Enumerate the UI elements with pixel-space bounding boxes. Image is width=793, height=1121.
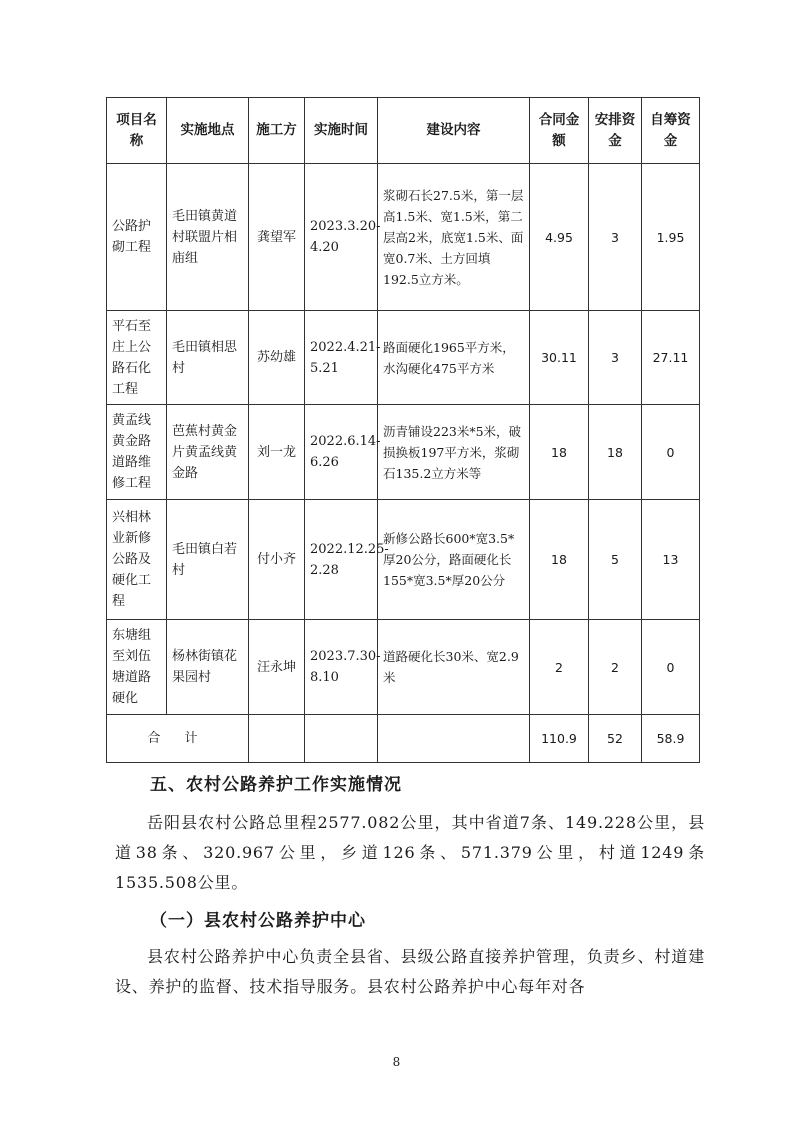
table-header-row: [107, 98, 700, 164]
header-time: 实施时间: [305, 98, 378, 164]
cell-contractor: 刘一龙: [249, 405, 305, 500]
paragraph-maintenance-center: 县农村公路养护中心负责全县省、县级公路直接养护管理，负责乡、村道建设、养护的监督、技术指导服务。县农村公路养护中心每年对各: [115, 947, 705, 996]
paragraph-road-mileage: 岳阳县农村公路总里程2577.082公里，其中省道7条、149.228公里，县道38条、320.967公里，乡道126条、571.379公里，村道1249条1535.508公里。: [115, 813, 705, 892]
cell-contractor: 付小齐: [249, 500, 305, 620]
cell-contract: 2: [530, 620, 589, 715]
cell-time: 2023.7.30-8.10: [305, 620, 378, 715]
header-location: 实施地点: [167, 98, 249, 164]
cell-arranged: 3: [589, 164, 642, 311]
cell-contractor: 龚望军: [249, 164, 305, 311]
cell-arranged: 18: [589, 405, 642, 500]
table-row: [107, 311, 700, 405]
section-heading: 五、农村公路养护工作实施情况: [150, 775, 402, 795]
header-content: 建设内容: [378, 98, 530, 164]
cell-contract: 18: [530, 405, 589, 500]
cell-location: 芭蕉村黄金片黄孟线黄金路: [167, 405, 249, 500]
total-self: 58.9: [642, 715, 700, 763]
cell-time: 2022.4.21-5.21: [305, 311, 378, 405]
cell-content: 新修公路长600*宽3.5*厚20公分，路面硬化长155*宽3.5*厚20公分: [378, 500, 530, 620]
cell-name: 公路护砌工程: [107, 164, 167, 311]
cell-contract: 4.95: [530, 164, 589, 311]
sub-heading: （一）县农村公路养护中心: [150, 911, 366, 931]
header-arranged: 安排资金: [589, 98, 642, 164]
cell-contract: 30.11: [530, 311, 589, 405]
table-row: [107, 164, 700, 311]
cell-location: 杨林街镇花果园村: [167, 620, 249, 715]
total-empty-cell: [378, 715, 530, 763]
header-contract: 合同金额: [530, 98, 589, 164]
cell-content: 沥青铺设223米*5米，破损换板197平方米，浆砌石135.2立方米等: [378, 405, 530, 500]
header-name: 项目名称: [107, 98, 167, 164]
page-number: 8: [392, 1055, 401, 1069]
cell-name: 东塘组至刘伍塘道路硬化: [107, 620, 167, 715]
cell-name: 兴相林业新修公路及硬化工程: [107, 500, 167, 620]
cell-self: 0: [642, 620, 700, 715]
table-total-row: [107, 715, 700, 763]
cell-name: 平石至庄上公路石化工程: [107, 311, 167, 405]
cell-self: 27.11: [642, 311, 700, 405]
cell-time: 2023.3.20-4.20: [305, 164, 378, 311]
cell-content: 路面硬化1965平方米，水沟硬化475平方米: [378, 311, 530, 405]
cell-arranged: 5: [589, 500, 642, 620]
cell-location: 毛田镇白若村: [167, 500, 249, 620]
header-self: 自筹资金: [642, 98, 700, 164]
cell-self: 0: [642, 405, 700, 500]
project-table: [106, 97, 700, 763]
cell-contractor: 汪永坤: [249, 620, 305, 715]
cell-content: 浆砌石长27.5米，第一层高1.5米、宽1.5米，第二层高2米，底宽1.5米、面宽0.7米、土方回填192.5立方米。: [378, 164, 530, 311]
cell-location: 毛田镇相思村: [167, 311, 249, 405]
cell-self: 1.95: [642, 164, 700, 311]
total-label: 合 计: [107, 715, 249, 763]
cell-arranged: 3: [589, 311, 642, 405]
header-contractor: 施工方: [249, 98, 305, 164]
cell-time: 2022.12.25-2.28: [305, 500, 378, 620]
table-row: [107, 500, 700, 620]
cell-name: 黄孟线黄金路道路维修工程: [107, 405, 167, 500]
total-empty-cell: [305, 715, 378, 763]
cell-location: 毛田镇黄道村联盟片相庙组: [167, 164, 249, 311]
cell-content: 道路硬化长30米、宽2.9米: [378, 620, 530, 715]
cell-contract: 18: [530, 500, 589, 620]
cell-contractor: 苏幼雄: [249, 311, 305, 405]
cell-self: 13: [642, 500, 700, 620]
table-row: [107, 405, 700, 500]
total-contract: 110.9: [530, 715, 589, 763]
cell-time: 2022.6.14-6.26: [305, 405, 378, 500]
table-row: [107, 620, 700, 715]
cell-arranged: 2: [589, 620, 642, 715]
total-empty-cell: [249, 715, 305, 763]
total-arranged: 52: [589, 715, 642, 763]
